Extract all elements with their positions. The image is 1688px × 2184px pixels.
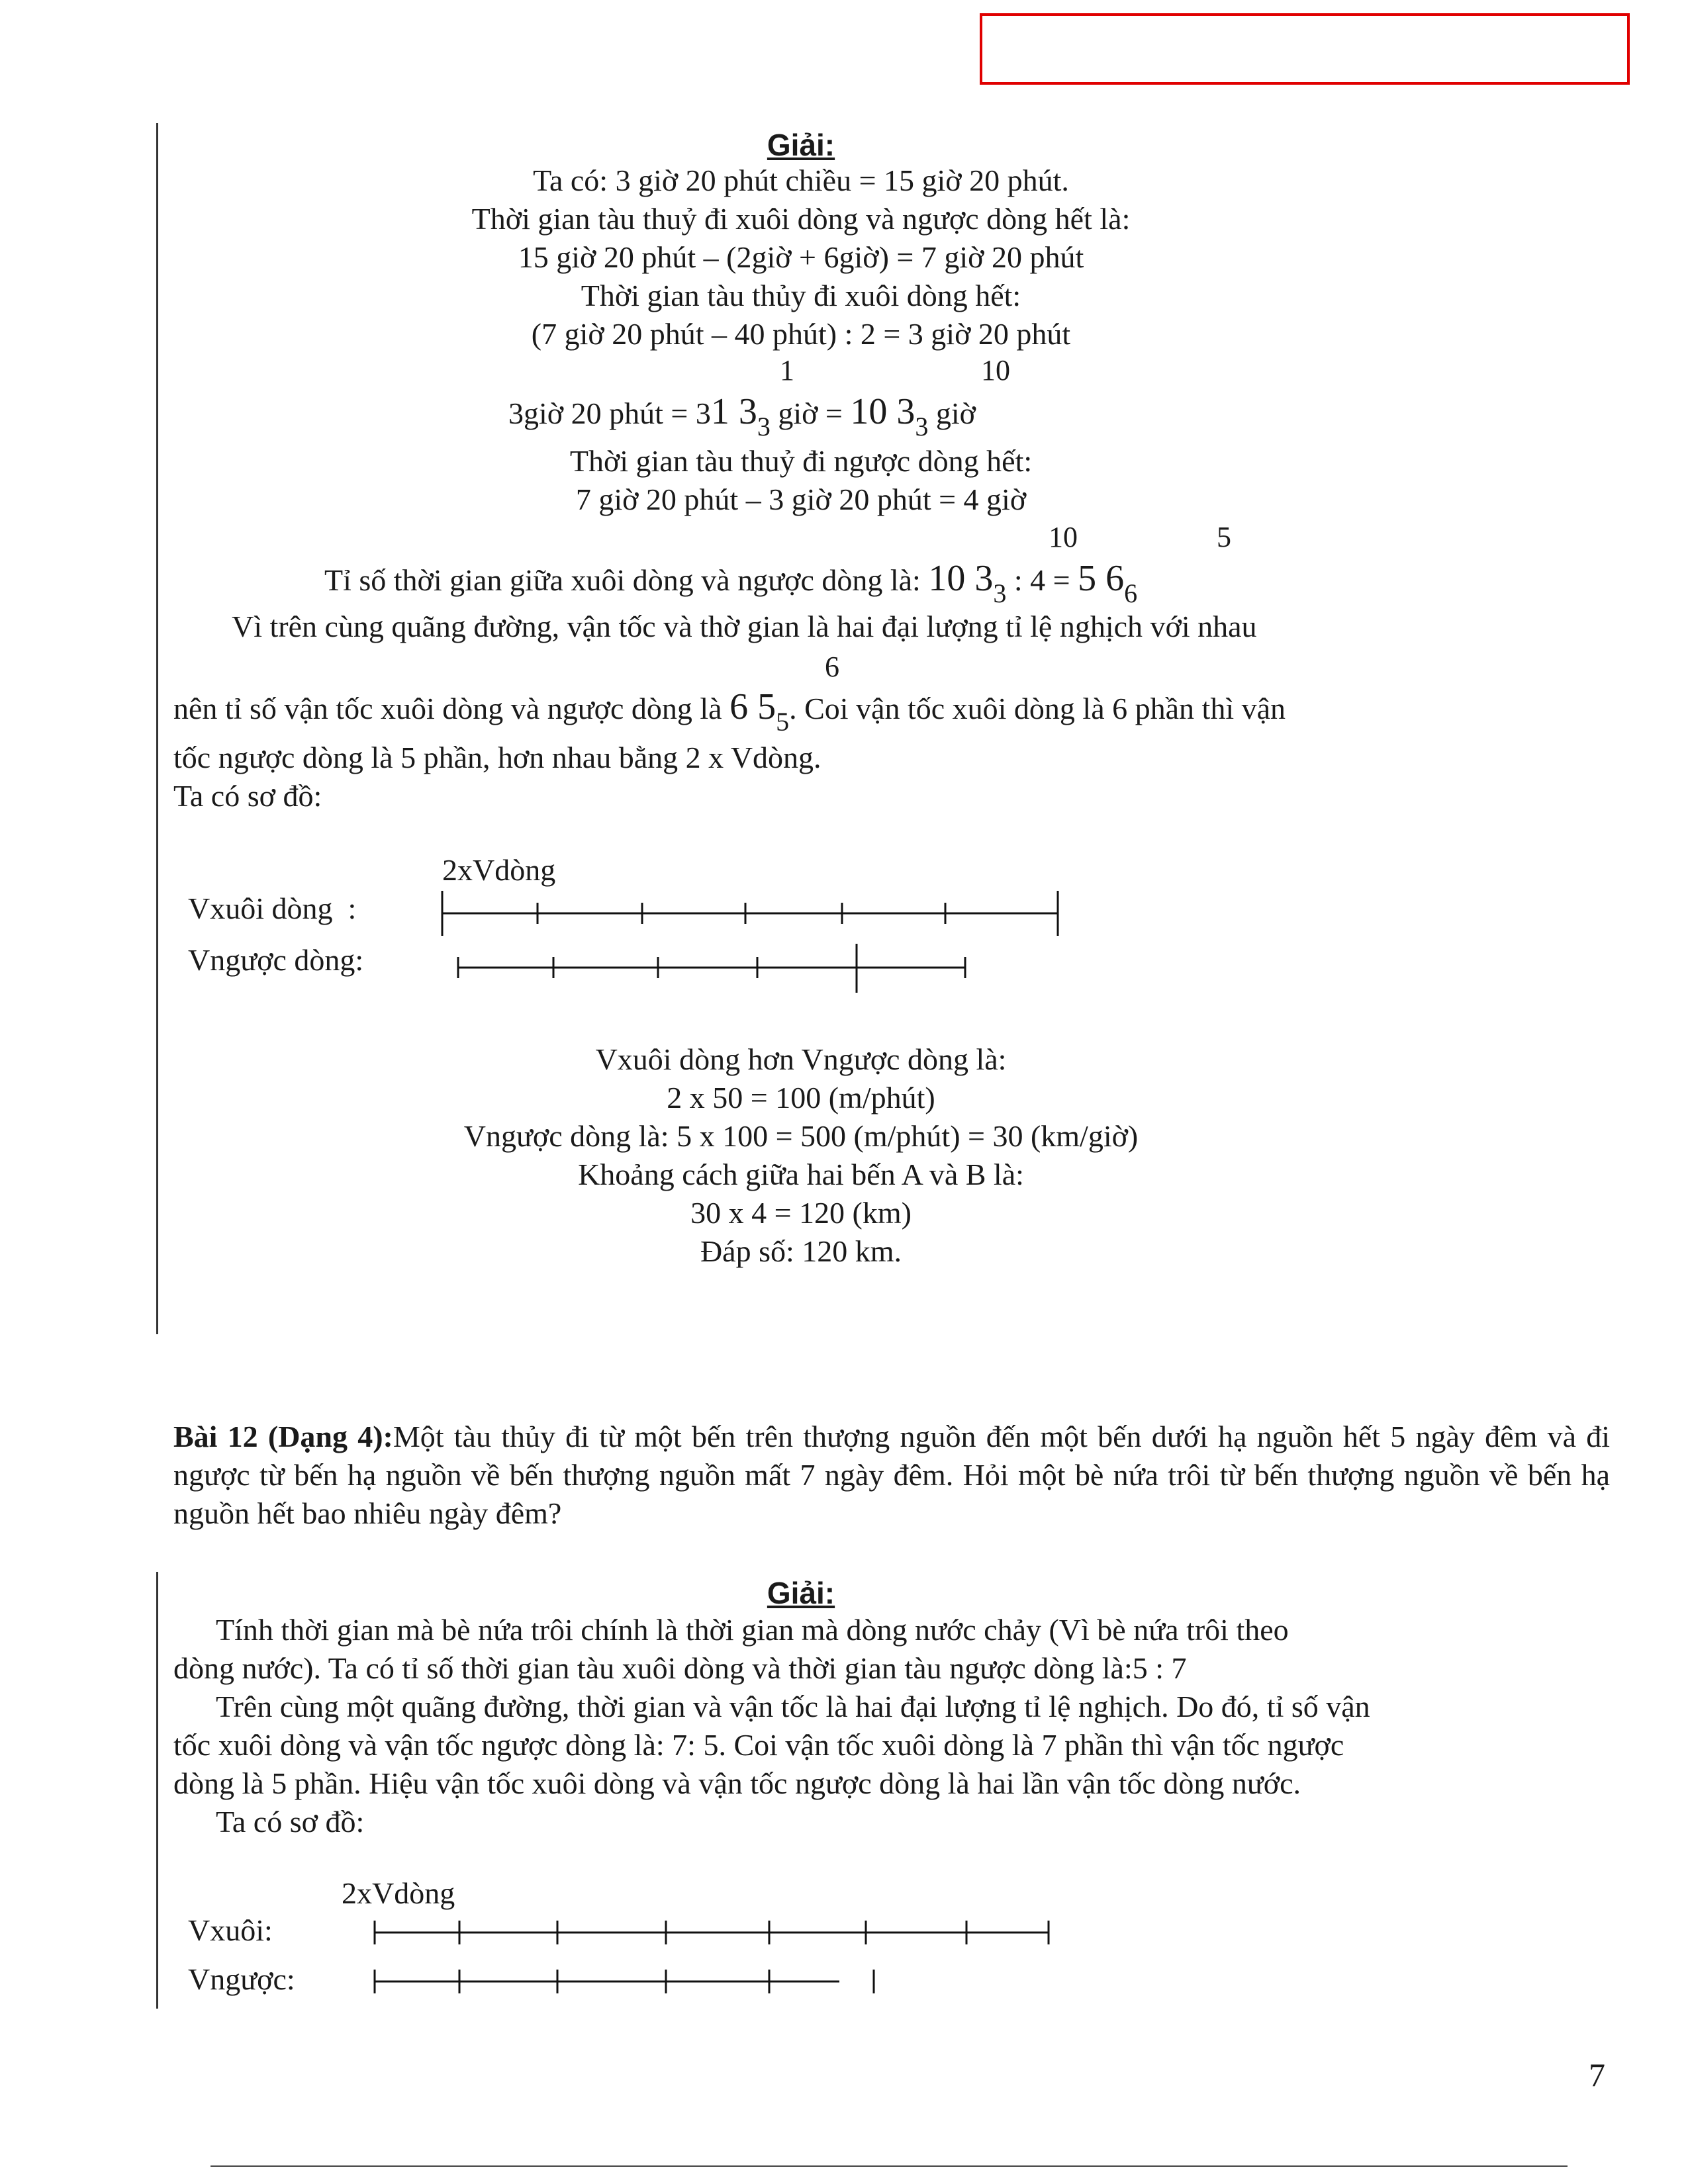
solution1-line-3: 15 giờ 20 phút – (2giờ + 6giờ) = 7 giờ 20 phút: [518, 240, 1084, 274]
solution1-answer: Đáp số: 120 km.: [700, 1234, 902, 1268]
frac-top-1: 1: [780, 354, 794, 387]
diagram2-label-top: 2xVdòng: [342, 1876, 455, 1910]
para-top-6: 6: [825, 651, 839, 683]
frac-row-part2: giờ =: [770, 396, 851, 430]
diagram2-row1-label: Vxuôi:: [188, 1913, 273, 1947]
solution1-para-4: Ta có sơ đồ:: [173, 779, 322, 813]
para2-fraction: 6 5: [729, 686, 776, 727]
solution2-p2b: tốc xuôi dòng và vận tốc ngược dòng là: 7: 5. Coi vận tốc xuôi dòng là 7 phần thì vận tốc ngược: [173, 1728, 1344, 1762]
diagram1-label-top: 2xVdòng: [442, 853, 556, 887]
frac-row-part4: giờ: [928, 396, 976, 430]
frac-row-mixed-den: 3: [757, 412, 771, 441]
solution1-line-12: 30 x 4 = 120 (km): [690, 1196, 912, 1230]
ratio-top-2: 5: [1217, 521, 1231, 553]
diagram2-row2-label: Vngược:: [188, 1962, 295, 1996]
diagram1-row2-label: Vngược dòng:: [188, 943, 364, 977]
ratio-top-1: 10: [1049, 521, 1078, 553]
solution1-heading: Giải:: [767, 128, 835, 162]
footer-rule: [211, 2165, 1568, 2167]
problem12-text: Một tàu thủy đi từ một bến trên thượng nguồn đến một bến dưới hạ nguồn hết 5 ngày đêm và đi ngược từ bến hạ nguồn về bến thượng nguồn mất 7 ngày đêm. Hỏi một bè nứa trôi từ bến thượng nguồn về bến hạ nguồn hết bao nhiêu ngày đêm?: [173, 1420, 1610, 1530]
ratio-row-frac1: 10 3: [928, 558, 994, 599]
frac-row-improper-den: 3: [915, 412, 929, 441]
solution1-para-1: Vì trên cùng quãng đường, vận tốc và thờ gian là hai đại lượng tỉ lệ nghịch với nhau: [232, 610, 1257, 643]
solution1-line-6: Thời gian tàu thuỷ đi ngược dòng hết:: [569, 444, 1033, 478]
frac-row-improper: 10 3: [850, 391, 915, 432]
frac-row-part1: 3giờ 20 phút = 3: [508, 396, 711, 430]
solution2-p1a: Tính thời gian mà bè nứa trôi chính là thời gian mà dòng nước chảy (Vì bè nứa trôi theo: [216, 1613, 1289, 1647]
solution1-line-4: Thời gian tàu thủy đi xuôi dòng hết:: [581, 279, 1021, 312]
ratio-row-text: Tỉ số thời gian giữa xuôi dòng và ngược dòng là:: [324, 563, 929, 597]
solution1-line-1: Ta có: 3 giờ 20 phút chiều = 15 giờ 20 phút.: [533, 163, 1069, 197]
ratio-row-frac2-den: 6: [1124, 578, 1138, 608]
problem12: [173, 1418, 1610, 1533]
para2-part-a: nên tỉ số vận tốc xuôi dòng và ngược dòng là: [173, 692, 730, 725]
solution1-line-8: Vxuôi dòng hơn Vngược dòng là:: [595, 1042, 1007, 1076]
problem12-title: Bài 12 (Dạng 4):: [173, 1420, 393, 1453]
solution1-line-10: Vngược dòng là: 5 x 100 = 500 (m/phút) = 30 (km/giờ): [463, 1119, 1139, 1153]
solution2-heading: Giải:: [767, 1576, 835, 1610]
solution1-line-11: Khoảng cách giữa hai bến A và B là:: [578, 1158, 1024, 1191]
para2-part-b: . Coi vận tốc xuôi dòng là 6 phần thì vận: [789, 692, 1286, 725]
solution1-line-7: 7 giờ 20 phút – 3 giờ 20 phút = 4 giờ: [575, 482, 1027, 516]
diagram1-row1-label: Vxuôi dòng :: [188, 891, 357, 925]
solution2-p2c: dòng là 5 phần. Hiệu vận tốc xuôi dòng và vận tốc ngược dòng là hai lần vận tốc dòng nước.: [173, 1766, 1301, 1800]
solution1-line-5: (7 giờ 20 phút – 40 phút) : 2 = 3 giờ 20 phút: [531, 317, 1071, 351]
para2-fraction-den: 5: [776, 707, 790, 737]
frac-top-2: 10: [981, 354, 1010, 387]
page-number: 7: [1589, 2056, 1605, 2093]
ratio-row-frac1-den: 3: [993, 578, 1007, 608]
solution1-line-2: Thời gian tàu thuỷ đi xuôi dòng và ngược dòng hết là:: [471, 202, 1131, 236]
solution2-p3: Ta có sơ đồ:: [216, 1805, 365, 1839]
ratio-row-mid: : 4 =: [1006, 563, 1078, 597]
solution2-p2a: Trên cùng một quãng đường, thời gian và vận tốc là hai đại lượng tỉ lệ nghịch. Do đó, tỉ số vận: [216, 1690, 1370, 1723]
solution1-line-9: 2 x 50 = 100 (m/phút): [667, 1081, 935, 1115]
solution2-p1b: dòng nước). Ta có tỉ số thời gian tàu xuôi dòng và thời gian tàu ngược dòng là:5 : 7: [173, 1651, 1187, 1685]
frac-row-mixed: 1 3: [710, 391, 757, 432]
ratio-row-frac2: 5 6: [1078, 558, 1125, 599]
solution1-para-3: tốc ngược dòng là 5 phần, hơn nhau bằng 2 x Vdòng.: [173, 741, 821, 774]
